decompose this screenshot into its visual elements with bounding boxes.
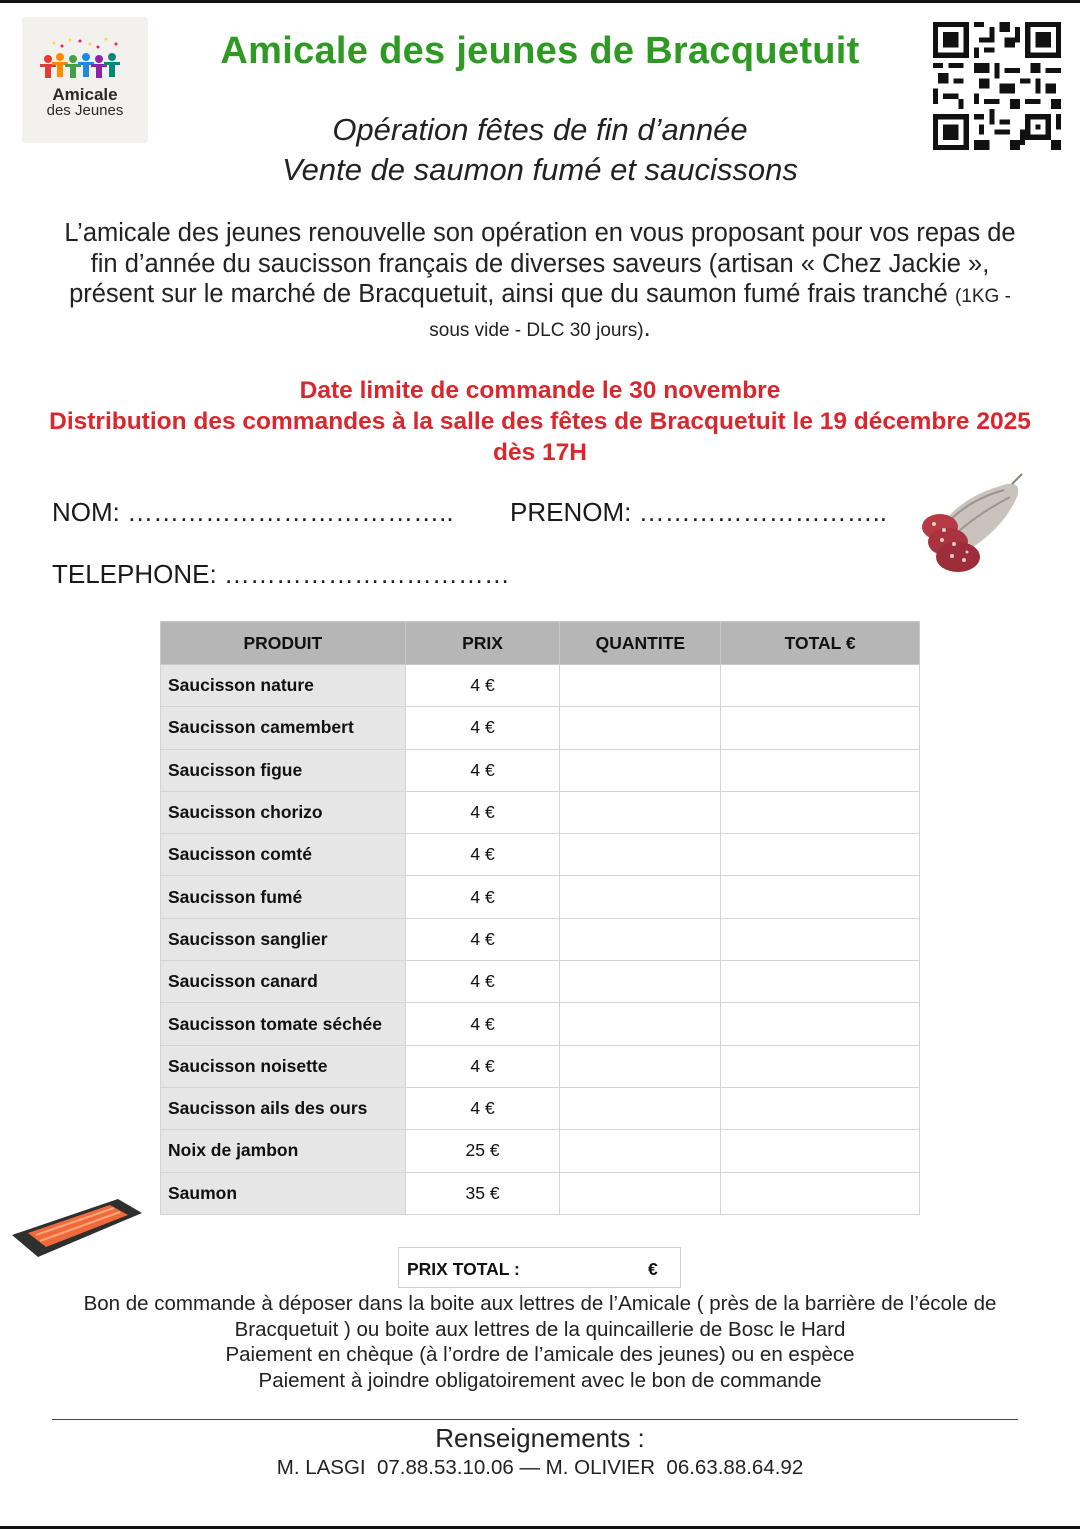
subtitle-line1: Opération fêtes de fin d’année <box>332 112 748 147</box>
header-prix: PRIX <box>405 622 560 665</box>
product-name: Saucisson fumé <box>161 876 406 918</box>
product-price: 4 € <box>405 749 560 791</box>
product-name: Saucisson camembert <box>161 707 406 749</box>
quantity-cell[interactable] <box>560 791 721 833</box>
total-cell[interactable] <box>721 1172 920 1214</box>
nom-field[interactable]: NOM: ……………………………….. <box>52 497 454 527</box>
product-name: Saucisson sanglier <box>161 918 406 960</box>
total-cell[interactable] <box>721 876 920 918</box>
table-row <box>161 1130 920 1172</box>
contact-title: Renseignements : <box>435 1423 645 1453</box>
quantity-cell[interactable] <box>560 1045 721 1087</box>
intro-end: . <box>643 313 651 342</box>
logo-line2: des Jeunes <box>46 102 124 119</box>
saucisson-icon <box>912 472 1027 582</box>
total-cell[interactable] <box>721 834 920 876</box>
table-row <box>161 749 920 791</box>
table-row <box>161 834 920 876</box>
product-price: 4 € <box>405 707 560 749</box>
table-row <box>161 961 920 1003</box>
instructions-line2: Paiement en chèque (à l’ordre de l’amicale des jeunes) ou en espèce <box>225 1343 855 1366</box>
product-name: Saucisson ails des ours <box>161 1087 406 1129</box>
quantity-cell[interactable] <box>560 961 721 1003</box>
product-name: Saucisson chorizo <box>161 791 406 833</box>
product-name: Saucisson figue <box>161 749 406 791</box>
table-row <box>161 707 920 749</box>
product-price: 4 € <box>405 918 560 960</box>
quantity-cell[interactable] <box>560 1003 721 1045</box>
total-currency: € <box>648 1259 658 1279</box>
product-name: Saucisson noisette <box>161 1045 406 1087</box>
people-group-logo-icon <box>40 35 130 87</box>
page-title: Amicale des jeunes de Bracquetuit <box>220 30 860 72</box>
table-row <box>161 1172 920 1214</box>
quantity-cell[interactable] <box>560 1130 721 1172</box>
total-cell[interactable] <box>721 707 920 749</box>
subtitle <box>150 110 930 190</box>
telephone-field[interactable]: TELEPHONE: …………………………… <box>52 559 510 589</box>
subtitle-line2: Vente de saumon fumé et saucissons <box>282 152 798 187</box>
total-cell[interactable] <box>721 1087 920 1129</box>
product-price: 4 € <box>405 665 560 707</box>
intro-small: (1KG - sous vide - DLC 30 jours) <box>429 286 1011 341</box>
product-name: Saumon <box>161 1172 406 1214</box>
quantity-cell[interactable] <box>560 1172 721 1214</box>
amicale-logo <box>22 17 148 143</box>
instructions-line1: Bon de commande à déposer dans la boite aux lettres de l’Amicale ( près de la barrière de l’école de Bracquetuit ) ou boite aux lettres de la quincaillerie de Bosc le Hard <box>83 1292 997 1341</box>
quantity-cell[interactable] <box>560 749 721 791</box>
product-name: Saucisson tomate séchée <box>161 1003 406 1045</box>
table-row <box>161 918 920 960</box>
product-price: 4 € <box>405 791 560 833</box>
quantity-cell[interactable] <box>560 665 721 707</box>
table-row <box>161 876 920 918</box>
quantity-cell[interactable] <box>560 876 721 918</box>
product-price: 4 € <box>405 1087 560 1129</box>
table-header-row <box>161 622 920 665</box>
top-border <box>0 0 1080 3</box>
header-produit: PRODUIT <box>161 622 406 665</box>
product-price: 4 € <box>405 1045 560 1087</box>
total-cell[interactable] <box>721 961 920 1003</box>
salmon-icon <box>10 1195 145 1261</box>
distribution-line: Distribution des commandes à la salle des fêtes de Bracquetuit le 19 décembre 2025 dès 17H <box>49 408 1031 466</box>
logo-line1: Amicale <box>52 85 118 104</box>
total-cell[interactable] <box>721 665 920 707</box>
product-price: 35 € <box>405 1172 560 1214</box>
product-name: Saucisson nature <box>161 665 406 707</box>
total-cell[interactable] <box>721 918 920 960</box>
total-cell[interactable] <box>721 1003 920 1045</box>
total-cell[interactable] <box>721 749 920 791</box>
product-price: 4 € <box>405 961 560 1003</box>
quantity-cell[interactable] <box>560 1087 721 1129</box>
order-table-body <box>161 665 920 1215</box>
qr-code-icon <box>933 22 1061 150</box>
table-row <box>161 665 920 707</box>
intro-text: L’amicale des jeunes renouvelle son opération en vous proposant pour vos repas de fin d’année du saucisson français de diverses saveurs (artisan « Chez Jackie », présent sur le marché de Bracquetuit, ainsi que du saumon fumé frais tranché <box>64 219 1016 308</box>
intro-paragraph <box>50 218 1030 346</box>
contact-line: M. LASGI 07.88.53.10.06 — M. OLIVIER 06.63.88.64.92 <box>276 1456 804 1479</box>
prenom-field[interactable]: PRENOM: ……………………….. <box>510 497 888 527</box>
total-cell[interactable] <box>721 791 920 833</box>
total-cell[interactable] <box>721 1130 920 1172</box>
total-label: PRIX TOTAL : <box>407 1259 520 1279</box>
product-name: Saucisson comté <box>161 834 406 876</box>
product-name: Saucisson canard <box>161 961 406 1003</box>
product-price: 4 € <box>405 834 560 876</box>
total-price-box[interactable] <box>398 1247 681 1288</box>
deadline-line: Date limite de commande le 30 novembre <box>299 377 781 404</box>
header-total: TOTAL € <box>721 622 920 665</box>
table-row <box>161 1045 920 1087</box>
product-price: 25 € <box>405 1130 560 1172</box>
table-row <box>161 1087 920 1129</box>
quantity-cell[interactable] <box>560 707 721 749</box>
order-instructions <box>40 1291 1040 1393</box>
header-quantite: QUANTITE <box>560 622 721 665</box>
quantity-cell[interactable] <box>560 834 721 876</box>
divider <box>52 1419 1018 1420</box>
total-cell[interactable] <box>721 1045 920 1087</box>
product-price: 4 € <box>405 876 560 918</box>
instructions-line3: Paiement à joindre obligatoirement avec le bon de commande <box>258 1368 822 1392</box>
order-table <box>160 621 920 1215</box>
quantity-cell[interactable] <box>560 918 721 960</box>
table-row <box>161 791 920 833</box>
product-price: 4 € <box>405 1003 560 1045</box>
deadline-notice <box>40 375 1040 468</box>
product-name: Noix de jambon <box>161 1130 406 1172</box>
table-row <box>161 1003 920 1045</box>
